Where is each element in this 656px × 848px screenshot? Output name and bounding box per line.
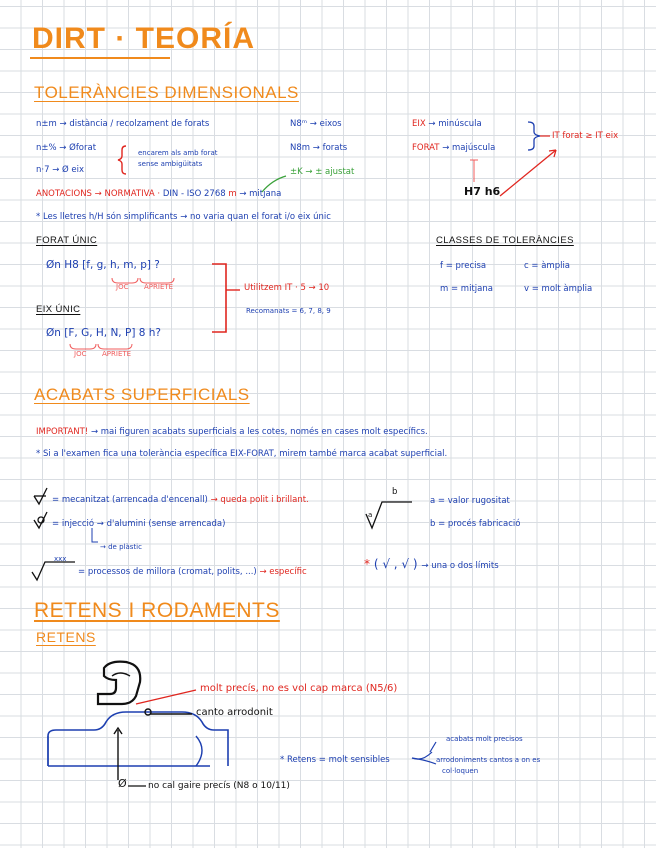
formula-eix-unic: Øn [F, G, H, N, P] 8 h? [46,327,161,339]
heading-retens-rodaments: RETENS I RODAMENTS [34,599,280,622]
roughness-spec-icon [366,502,412,528]
limits-symbol: ( √ , √ ) [373,557,418,571]
row-forat-case-key: FORAT [412,143,440,153]
norm-line: ANOTACIONS → NORMATIVA · DIN - ISO 2768 m → mitjana [36,189,282,199]
bracket-red-icon [212,264,226,332]
symbol-injeccio-sub: → de plàstic [100,543,142,551]
note-examen: * Si a l'examen fica una tolerància específica EIX-FORAT, mirem també marca acabat superficial. [36,449,448,459]
row-dist: n±m → distància / recolzament de forats [36,119,210,129]
row-forat-value: Øforat [69,143,97,153]
heading-forat-unic: FORAT ÚNIC [36,235,98,246]
row-eixos-value: eixos [319,119,342,129]
norm-normativa: NORMATIVA [104,189,155,199]
important-text: mai figuren acabats superficials a les cotes, només en cases molt específics. [100,427,428,437]
limits-text: → una o dos límits [421,561,499,571]
symbol-mecanitzat-tail: → queda polit i brillant. [210,495,309,505]
label-apriete-1: APRIETE [144,283,174,291]
rough-def-a: a = valor rugositat [430,496,510,506]
row-eix-case-value: minúscula [438,119,482,129]
row-forat: n±% → Øforat [36,143,97,153]
rough-a-label: a [368,511,373,519]
symbol-millora-tail: → específic [259,567,307,577]
class-f: f = precisa [440,261,487,271]
rough-b-label: b [392,487,398,497]
symbol-mecanitzat-desc: = mecanitzat (arrencada d'encenall) [52,495,208,505]
subheading-retens: RETENS [36,629,96,645]
formula-forat-unic: Øn H8 [f, g, h, m, p] ? [46,259,160,271]
row-ajustat: ±K → ± ajustat [290,167,355,177]
roughness-machined-icon [34,488,47,504]
fit-example: H7 h6 [464,185,501,198]
label-molt-precis: molt precís, no es vol cap marca (N5/6) [200,683,398,694]
it-recommended: Recomanats = 6, 7, 8, 9 [246,307,331,315]
class-v: v = molt àmplia [524,284,593,294]
label-phi: Ø [118,777,127,790]
row-dist-value: distància / recolzament de forats [69,119,210,129]
green-arrow-icon [262,176,286,192]
row-forat-case: FORAT → majúscula [412,143,496,153]
class-m: m = mitjana [440,284,493,294]
heading-tolerancies: TOLERÀNCIES DIMENSIONALS [34,83,299,102]
important-label: IMPORTANT! [36,427,89,437]
class-c: c = àmplia [524,261,571,271]
label-joc-2: JOC [74,350,87,358]
symbol-millora-top: xxx [54,555,67,563]
note-acabats-precisos: acabats molt precisos [446,735,523,743]
roughness-noremoval-icon [34,512,47,528]
row-eix-case-key: EIX [412,119,426,129]
symbol-millora-desc: = processos de millora (cromat, polits, ...) [78,567,257,577]
it-range: Utilitzem IT · 5 → 10 [244,283,330,293]
row-forats-key: N8m [290,143,311,153]
row-eixos: N8ᵐ → eixos [290,119,342,129]
roughness-process-icon [32,562,75,580]
norm-mitjana: mitjana [249,189,282,199]
brace-note-2: sense ambigüitats [138,160,203,168]
important-line: IMPORTANT! → mai figuren acabats superficials a les cotes, només en cases molt específics. [36,427,428,437]
row-eix-case: EIX → minúscula [412,119,482,129]
row-dist-key: n±m [36,119,57,129]
norm-m: m [228,189,237,199]
row-eix-key: n·7 [36,165,50,175]
red-arrow-icon [500,150,556,196]
note-retens-sensibles: * Retens = molt sensibles [280,755,390,765]
row-eixos-key: N8ᵐ [290,119,308,129]
row-ajustat-value: ± ajustat [315,167,355,177]
limits-star: * [364,557,370,571]
row-ajustat-key: ±K [290,167,303,177]
page-title: DIRT · TEORÍA [32,22,255,55]
note-arrodoniments: arrodoniments cantos a on es [436,756,541,764]
rough-def-b: b = procés fabricació [430,519,521,529]
norm-din-iso: DIN - ISO 2768 [162,189,226,199]
heading-acabats: ACABATS SUPERFICIALS [34,385,250,404]
label-apriete-2: APRIETE [102,350,132,358]
brace-blue-icon [528,122,540,150]
label-canto-arrodonit: canto arrodonit [196,707,273,718]
heading-classes: CLASSES DE TOLERÀNCIES [436,235,574,246]
heading-eix-unic: EIX ÚNIC [36,304,81,315]
symbol-injeccio-desc: = injecció → d'alumini (sense arrencada) [52,519,226,529]
note-colloquen: col·loquen [442,767,479,775]
brace-red-icon [118,146,126,174]
label-phi-desc: no cal gaire precís (N8 o 10/11) [148,781,290,791]
row-forat-key: n±% [36,143,57,153]
brace-note-1: encarem als amb forat [138,149,218,157]
row-forats-value: forats [322,143,348,153]
row-forats: N8m → forats [290,143,348,153]
note-lletres: * Les lletres h/H són simplificants → no varia quan el forat i/o eix únic [36,212,331,222]
row-eix: n·7 → Ø eix [36,165,85,175]
seal-drawing [48,662,228,786]
it-result: IT forat ≥ IT eix [552,131,619,141]
row-forat-case-value: majúscula [452,143,496,153]
label-joc-1: JOC [116,283,129,291]
norm-anotacions: ANOTACIONS [36,189,92,199]
row-eix-value: Ø eix [62,165,85,175]
